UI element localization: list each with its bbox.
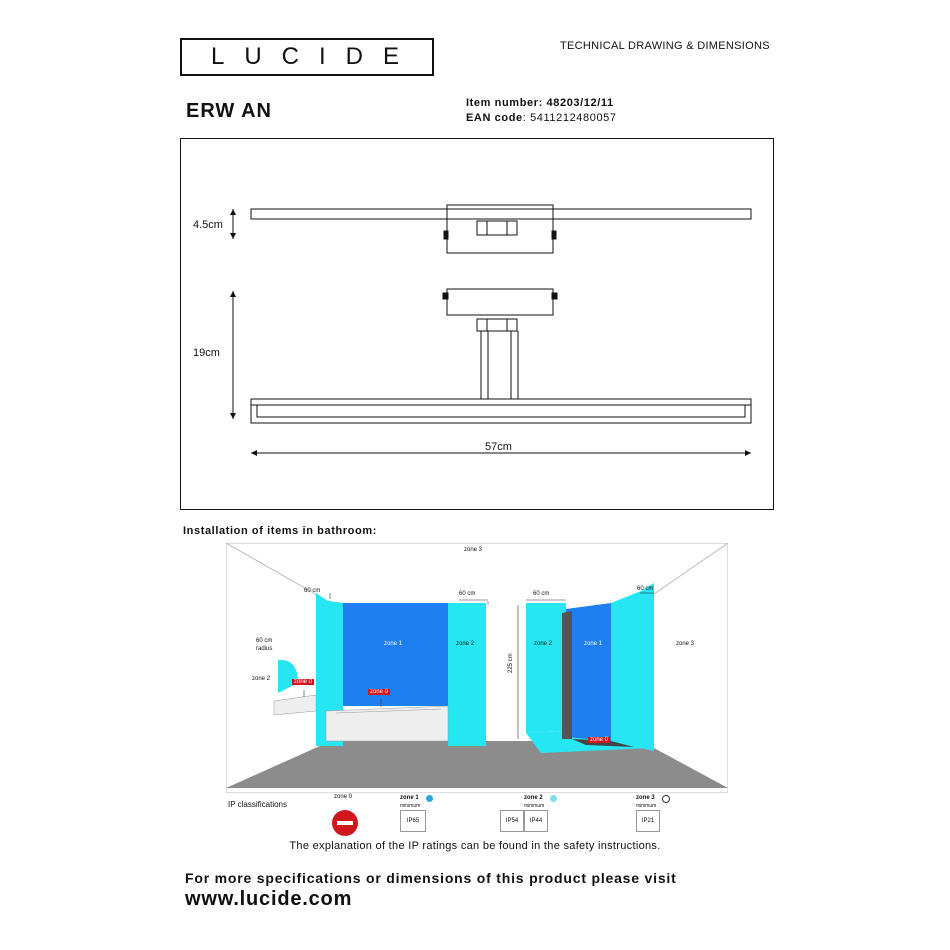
ean-label: EAN code <box>466 112 523 124</box>
zone3-right-label: zone 3 <box>676 641 695 647</box>
sink-zone2-label: zone 2 <box>252 676 271 682</box>
bath-zone1-label: zone 1 <box>384 641 403 647</box>
radius-value-label: 60 cm <box>256 638 273 644</box>
item-number-value: : 48203/12/11 <box>538 97 614 109</box>
bath-zone2-label: zone 2 <box>456 641 475 647</box>
ip65-box: IP65 <box>400 810 426 832</box>
zone1-color-dot-icon <box>426 795 433 802</box>
sink-zone2-arc <box>278 660 298 693</box>
zone3-top-label: zone 3 <box>464 547 483 553</box>
ip54-box: IP54 <box>500 810 524 832</box>
shower-zone1-label: zone 1 <box>584 641 603 647</box>
technical-drawing-svg <box>181 139 775 511</box>
website-link[interactable]: www.lucide.com <box>185 888 353 910</box>
item-number-label: Item number <box>466 97 539 109</box>
ip-zone3-label: zone 3 <box>636 795 655 801</box>
item-number-line <box>466 97 614 109</box>
logo-text: LUCIDE <box>210 43 420 70</box>
ip-title: IP classifications <box>228 800 287 809</box>
bathroom-zones-diagram <box>226 543 728 793</box>
ip-zone1-min: minimum <box>400 803 421 809</box>
ean-value: : 5411212480057 <box>522 112 617 124</box>
shower-zone1 <box>566 603 611 741</box>
bath-zone1 <box>343 603 448 706</box>
height-dimension: 19cm <box>193 347 220 359</box>
document-type: TECHNICAL DRAWING & DIMENSIONS <box>560 40 770 52</box>
ip-zone3-min: minimum <box>636 803 657 809</box>
brand-logo <box>180 38 434 76</box>
ip-zone2-label: zone 2 <box>524 795 543 801</box>
bath-60cm-label: 60 cm <box>459 591 476 597</box>
shower-60cm-label: 60 cm <box>533 591 550 597</box>
zone2-color-dot-icon <box>550 795 557 802</box>
sink-zone0-label: zone 0 <box>294 679 313 685</box>
bathroom-section-title: Installation of items in bathroom: <box>183 525 377 537</box>
top-view-bar <box>251 209 751 219</box>
technical-drawing <box>180 138 774 510</box>
shower-zone2-label: zone 2 <box>534 641 553 647</box>
left-60cm-label: 60 cm <box>304 588 321 594</box>
ip-zone2-min: minimum <box>524 803 545 809</box>
shower-screen <box>562 611 572 739</box>
ip-classifications <box>226 794 728 838</box>
depth-dimension: 4.5cm <box>193 219 223 231</box>
bath-zone0-label: zone 0 <box>370 689 389 695</box>
ip44-box: IP44 <box>524 810 548 832</box>
right-60cm-label: 60 cm <box>637 586 654 592</box>
zone3-outline-dot-icon <box>662 795 670 803</box>
product-name: ERW AN <box>186 100 272 122</box>
shower-zone0-label: zone 0 <box>590 737 609 743</box>
ip-zone1-label: zone 1 <box>400 795 419 801</box>
ip-zone0-label: zone 0 <box>334 794 353 800</box>
width-dimension: 57cm <box>485 441 512 453</box>
top-view-mount <box>447 205 553 253</box>
ean-line <box>466 112 617 124</box>
height-225-label: 225 cm <box>508 653 514 673</box>
ip21-box: IP21 <box>636 810 660 832</box>
no-entry-icon <box>332 810 358 836</box>
front-view-mount <box>447 289 553 315</box>
ip-explanation-note: The explanation of the IP ratings can be found in the safety instructions. <box>289 840 661 852</box>
front-view-light-bar <box>251 399 751 423</box>
more-info-text: For more specifications or dimensions of this product please visit <box>185 870 677 886</box>
radius-label: radius <box>256 646 273 652</box>
bath-zone2 <box>448 603 486 746</box>
shower-zone2 <box>526 603 566 733</box>
